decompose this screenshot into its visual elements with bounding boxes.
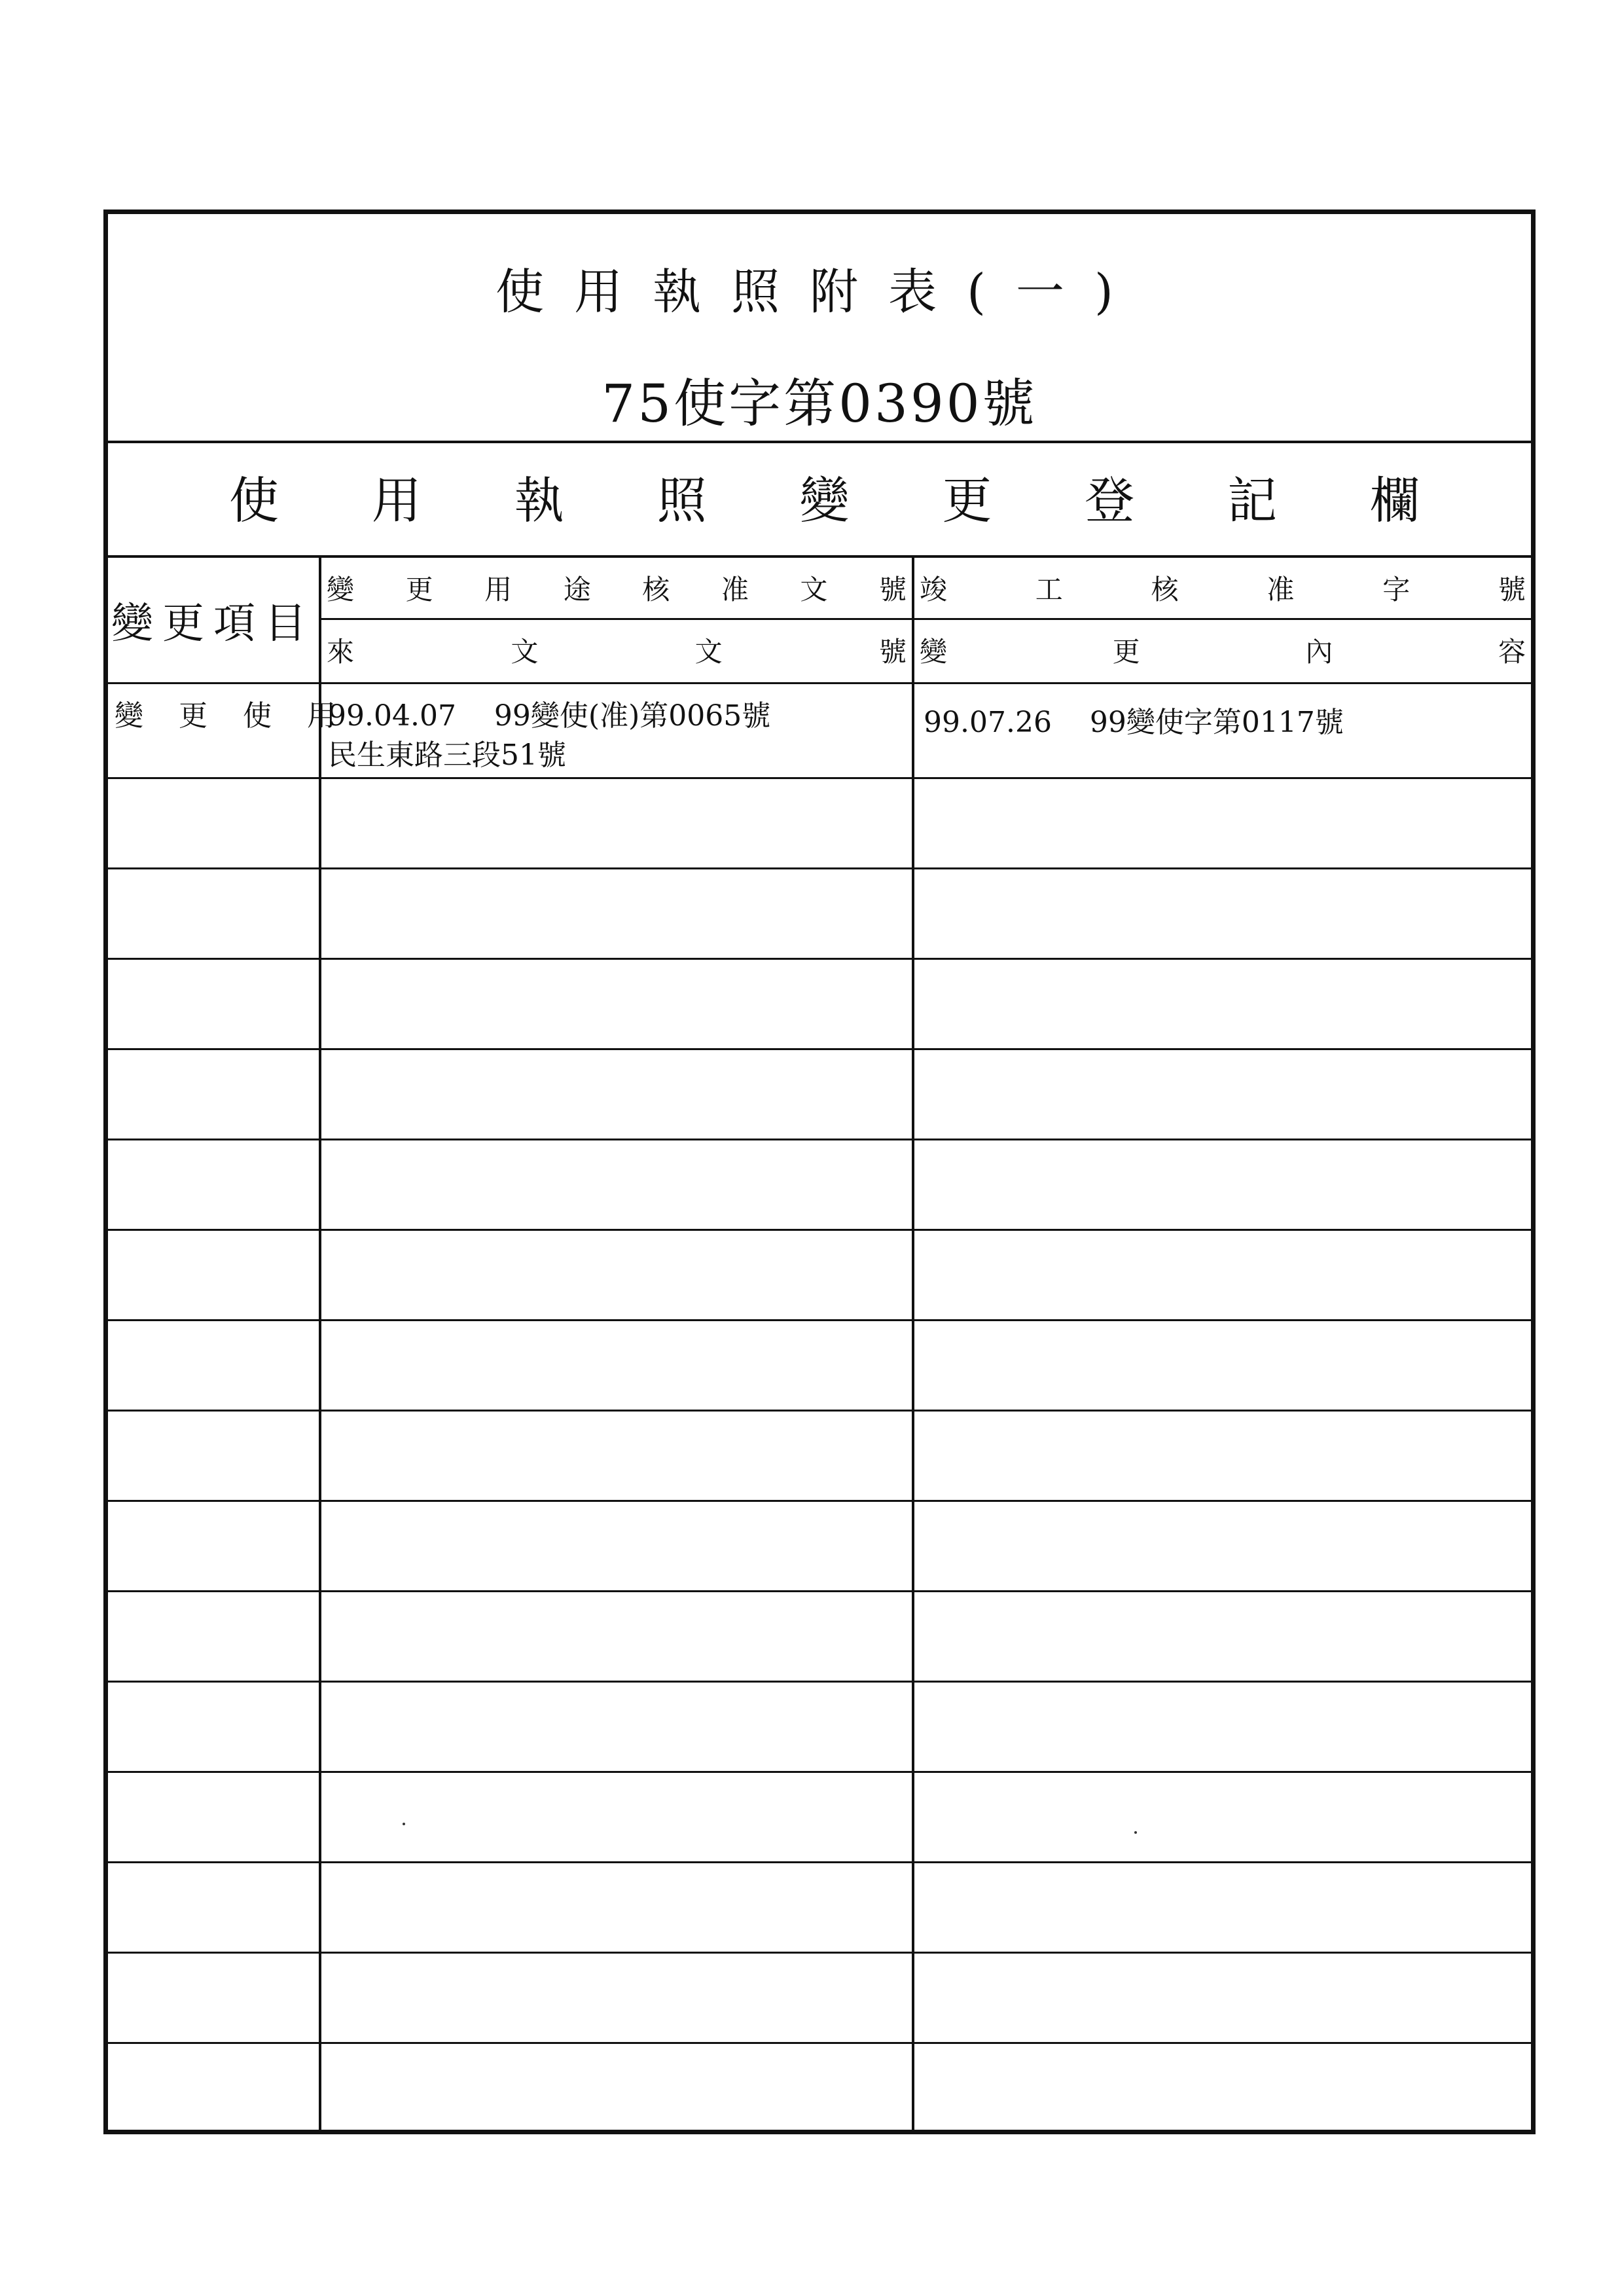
scan-speck — [403, 1823, 405, 1825]
section-title-char: 欄 — [1370, 471, 1420, 530]
row-divider — [108, 1410, 1531, 1412]
row-divider — [108, 777, 1531, 779]
section-title-char: 執 — [514, 471, 564, 530]
row-item: 變 更 使 用 — [115, 699, 349, 733]
section-title — [108, 443, 1531, 558]
row-divider — [108, 1139, 1531, 1140]
form-title: 使用執照附表(一) — [495, 264, 1143, 320]
row-divider — [108, 1771, 1531, 1773]
row-divider — [108, 958, 1531, 960]
row-divider — [108, 1681, 1531, 1683]
row-divider — [108, 1048, 1531, 1050]
section-title-char: 變 — [799, 471, 850, 530]
section-title-char: 更 — [942, 471, 992, 530]
change-register-table — [108, 558, 1531, 2134]
row-divider — [108, 1319, 1531, 1321]
header-incoming-doc-no: 來 文 文 號 — [327, 636, 907, 668]
header-change-item: 變更項目 — [111, 600, 315, 648]
row-divider — [108, 1861, 1531, 1863]
section-title-char: 記 — [1227, 471, 1278, 530]
permit-form — [103, 210, 1536, 2134]
header-approval-doc-no: 變 更 用 途 核 准 文 號 — [327, 574, 907, 606]
row-address: 民生東路三段51號 — [328, 738, 566, 772]
section-header — [108, 443, 1531, 558]
row-completion: 99.07.26 99變使字第0117號 — [924, 706, 1344, 739]
row-divider — [108, 682, 1531, 684]
row-divider — [108, 1229, 1531, 1231]
column-divider — [912, 558, 914, 2134]
row-divider — [108, 2042, 1531, 2044]
form-header — [108, 214, 1531, 443]
section-title-char: 照 — [656, 471, 707, 530]
header-completion-approval-no: 竣 工 核 准 字 號 — [920, 574, 1526, 606]
row-divider — [108, 867, 1531, 869]
row-divider — [108, 1952, 1531, 1954]
section-title-char: 用 — [371, 471, 422, 530]
section-title-char: 使 — [229, 471, 279, 530]
permit-number: 75使字第0390號 — [602, 373, 1037, 434]
header-change-content: 變 更 內 容 — [920, 636, 1526, 668]
row-divider — [108, 1500, 1531, 1502]
row-approval-doc: 99.04.07 99變使(准)第0065號 — [328, 699, 771, 733]
scan-speck — [1134, 1831, 1137, 1834]
row-divider — [108, 1590, 1531, 1592]
column-divider — [319, 558, 321, 2134]
section-title-char: 登 — [1085, 471, 1135, 530]
